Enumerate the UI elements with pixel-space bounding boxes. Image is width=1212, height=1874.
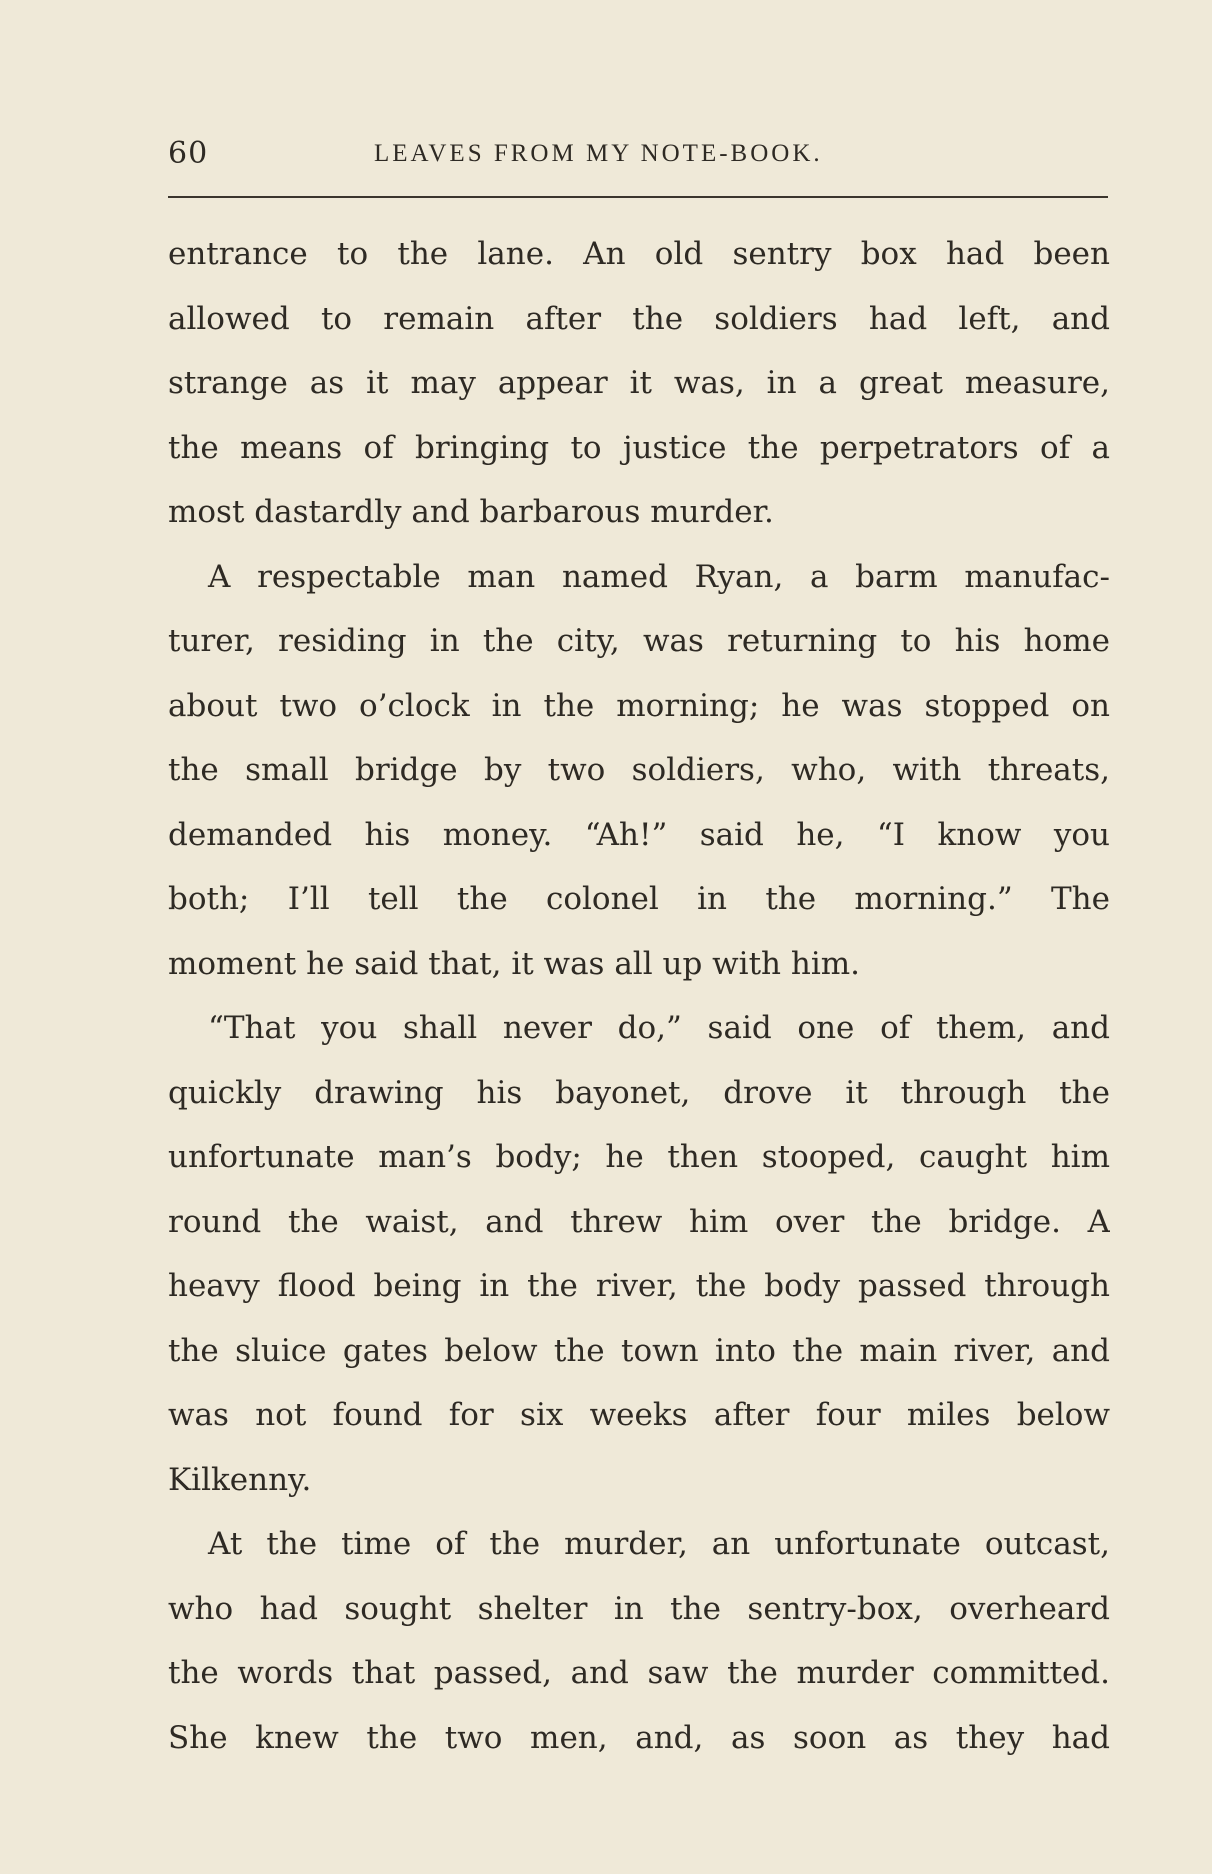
text-line: the small bridge by two soldiers, who, with threats, xyxy=(168,752,1110,788)
text-line: A respectable man named Ryan, a barm manufac- xyxy=(208,558,1110,595)
text-line: moment he said that, it was all up with him. xyxy=(168,945,861,982)
running-title: LEAVES FROM MY NOTE-BOOK. xyxy=(374,140,823,167)
text-line: “That you shall never do,” said one of them, and xyxy=(208,1010,1110,1046)
text-line: Kilkenny. xyxy=(168,1461,312,1498)
text-line: the sluice gates below the town into the main river, and xyxy=(168,1332,1110,1369)
text-line: was not found for six weeks after four miles below xyxy=(168,1397,1110,1433)
text-line: strange as it may appear it was, in a great measure, xyxy=(168,365,1110,401)
text-line: the means of bringing to justice the perpetrators of a xyxy=(168,429,1110,466)
text-line: turer, residing in the city, was returning to his home xyxy=(168,623,1110,659)
text-line: about two o’clock in the morning; he was stopped on xyxy=(168,687,1110,724)
text-line: entrance to the lane. An old sentry box had been xyxy=(168,236,1110,272)
text-line: the words that passed, and saw the murder committed. xyxy=(168,1655,1110,1691)
text-line: allowed to remain after the soldiers had left, and xyxy=(168,300,1110,337)
page-number: 60 xyxy=(168,136,209,171)
text-line: heavy flood being in the river, the body passed through xyxy=(168,1268,1110,1304)
text-line: unfortunate man’s body; he then stooped, caught him xyxy=(168,1139,1110,1175)
text-line: At the time of the murder, an unfortunate outcast, xyxy=(208,1526,1110,1562)
page-header xyxy=(168,134,1110,174)
text-line: most dastardly and barbarous murder. xyxy=(168,494,774,530)
text-line: quickly drawing his bayonet, drove it through the xyxy=(168,1074,1110,1111)
text-line: who had sought shelter in the sentry-box, overheard xyxy=(168,1590,1110,1627)
text-line: round the waist, and threw him over the bridge. A xyxy=(168,1203,1110,1240)
body-text xyxy=(168,222,1110,1770)
text-line: demanded his money. “Ah!” said he, “I know you xyxy=(168,816,1110,853)
header-rule xyxy=(168,196,1108,198)
text-line: both; I’ll tell the colonel in the morning.” The xyxy=(168,881,1110,917)
text-line: She knew the two men, and, as soon as they had xyxy=(168,1719,1110,1756)
